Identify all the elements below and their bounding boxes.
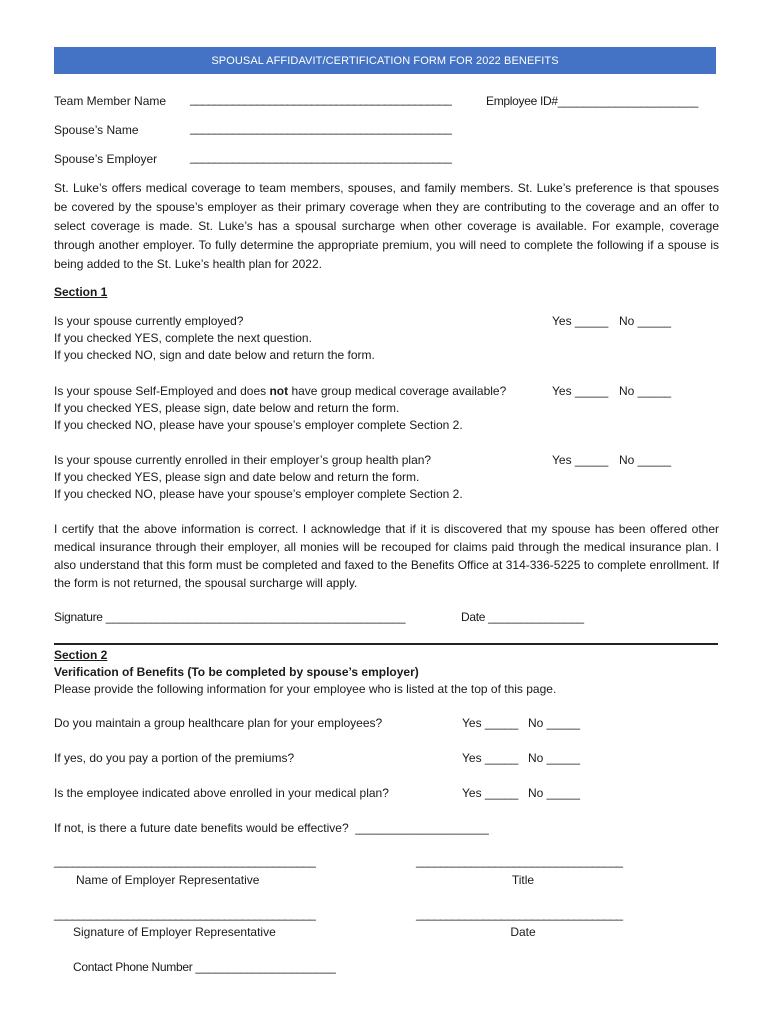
rep-signature-label: Signature of Employer Representative <box>73 925 276 939</box>
s1-q1-line2: If you checked YES, complete the next question. <box>54 331 312 345</box>
s2-q2-text: If yes, do you pay a portion of the premiums? <box>54 751 295 765</box>
intro-paragraph: St. Luke’s offers medical coverage to team members, spouses, and family members. St. Luke’s preference is that spouses be covered by the spouse’s employer as their primary coverage when they are contributing to the coverage and an offer to select coverage is made. St. Luke’s has a spousal surcharge when other coverage is available. For example, coverage through another employer. To fully determine the appropriate premium, you will need to complete the following if a spouse is being added to the St. Luke’s health plan for 2022. <box>54 181 719 271</box>
contact-phone-field[interactable]: Contact Phone Number ______________________ <box>73 960 336 974</box>
s1-q2-line1: Is your spouse Self-Employed and does not have group medical coverage available? <box>54 384 507 398</box>
title-line[interactable]: __________________________________ <box>416 854 623 868</box>
s2-q2-no[interactable]: No _____ <box>528 751 581 765</box>
employee-id-field[interactable]: Employee ID#______________________ <box>486 94 698 108</box>
date-field[interactable]: Date _______________ <box>461 610 584 624</box>
spouse-employer-label: Spouse’s Employer <box>54 152 158 166</box>
s1-q3-line1: Is your spouse currently enrolled in their employer’s group health plan? <box>54 453 432 467</box>
section2-instructions: Please provide the following information for your employee who is listed at the top of this page. <box>54 682 557 696</box>
s1-q2-yes[interactable]: Yes _____ <box>552 384 609 398</box>
spouse-name-field[interactable]: ___________________________________________ <box>190 121 452 135</box>
rep-date-line[interactable]: __________________________________ <box>416 907 623 921</box>
section-divider <box>54 643 718 645</box>
future-date-field[interactable]: If not, is there a future date benefits would be effective? ____________________ <box>54 821 489 835</box>
s1-q3-yes[interactable]: Yes _____ <box>552 453 609 467</box>
title-label: Title <box>511 873 535 887</box>
s1-q2-line2: If you checked YES, please sign, date below and return the form. <box>54 401 400 415</box>
s1-q3-line3: If you checked NO, please have your spouse’s employer complete Section 2. <box>54 487 463 501</box>
s1-q1-no[interactable]: No _____ <box>619 314 672 328</box>
s2-q2-yes[interactable]: Yes _____ <box>462 751 519 765</box>
team-member-field[interactable]: ___________________________________________ <box>190 92 452 106</box>
rep-name-label: Name of Employer Representative <box>76 873 260 887</box>
s1-q1-line3: If you checked NO, sign and date below and return the form. <box>54 348 375 362</box>
s2-q3-text: Is the employee indicated above enrolled in your medical plan? <box>54 786 389 800</box>
s1-q3-line2: If you checked YES, please sign and date below and return the form. <box>54 470 420 484</box>
s1-q3-no[interactable]: No _____ <box>619 453 672 467</box>
form-title-bar <box>54 47 716 74</box>
form-title: SPOUSAL AFFIDAVIT/CERTIFICATION FORM FOR 2022 BENEFITS <box>211 54 559 67</box>
s1-q2-line3: If you checked NO, please have your spouse’s employer complete Section 2. <box>54 418 463 432</box>
section2-subheading: Verification of Benefits (To be completed by spouse’s employer) <box>54 665 419 679</box>
s1-q1-line1: Is your spouse currently employed? <box>54 314 244 328</box>
section2-heading: Section 2 <box>54 648 108 662</box>
s2-q1-yes[interactable]: Yes _____ <box>462 716 519 730</box>
rep-signature-line[interactable]: ___________________________________________ <box>54 907 316 921</box>
team-member-label: Team Member Name <box>54 94 167 108</box>
s1-q1-yes[interactable]: Yes _____ <box>552 314 609 328</box>
s2-q3-no[interactable]: No _____ <box>528 786 581 800</box>
signature-field[interactable]: Signature _______________________________________________ <box>54 610 406 624</box>
rep-name-line[interactable]: ___________________________________________ <box>54 854 316 868</box>
spouse-name-label: Spouse’s Name <box>54 123 139 137</box>
certification-paragraph: I certify that the above information is correct. I acknowledge that if it is discovered that my spouse has been offered other medical insurance through their employer, all monies will be recouped for claims paid through the medical insurance plan. I also understand that this form must be completed and faxed to the Benefits Office at 314-336-5225 to complete enrollment. If the form is not returned, the spousal surcharge will apply. <box>54 522 719 590</box>
spouse-employer-field[interactable]: ___________________________________________ <box>190 150 452 164</box>
s2-q3-yes[interactable]: Yes _____ <box>462 786 519 800</box>
s2-q1-no[interactable]: No _____ <box>528 716 581 730</box>
rep-date-label: Date <box>510 925 536 939</box>
s1-q2-no[interactable]: No _____ <box>619 384 672 398</box>
s2-q1-text: Do you maintain a group healthcare plan for your employees? <box>54 716 383 730</box>
section1-heading: Section 1 <box>54 285 108 299</box>
